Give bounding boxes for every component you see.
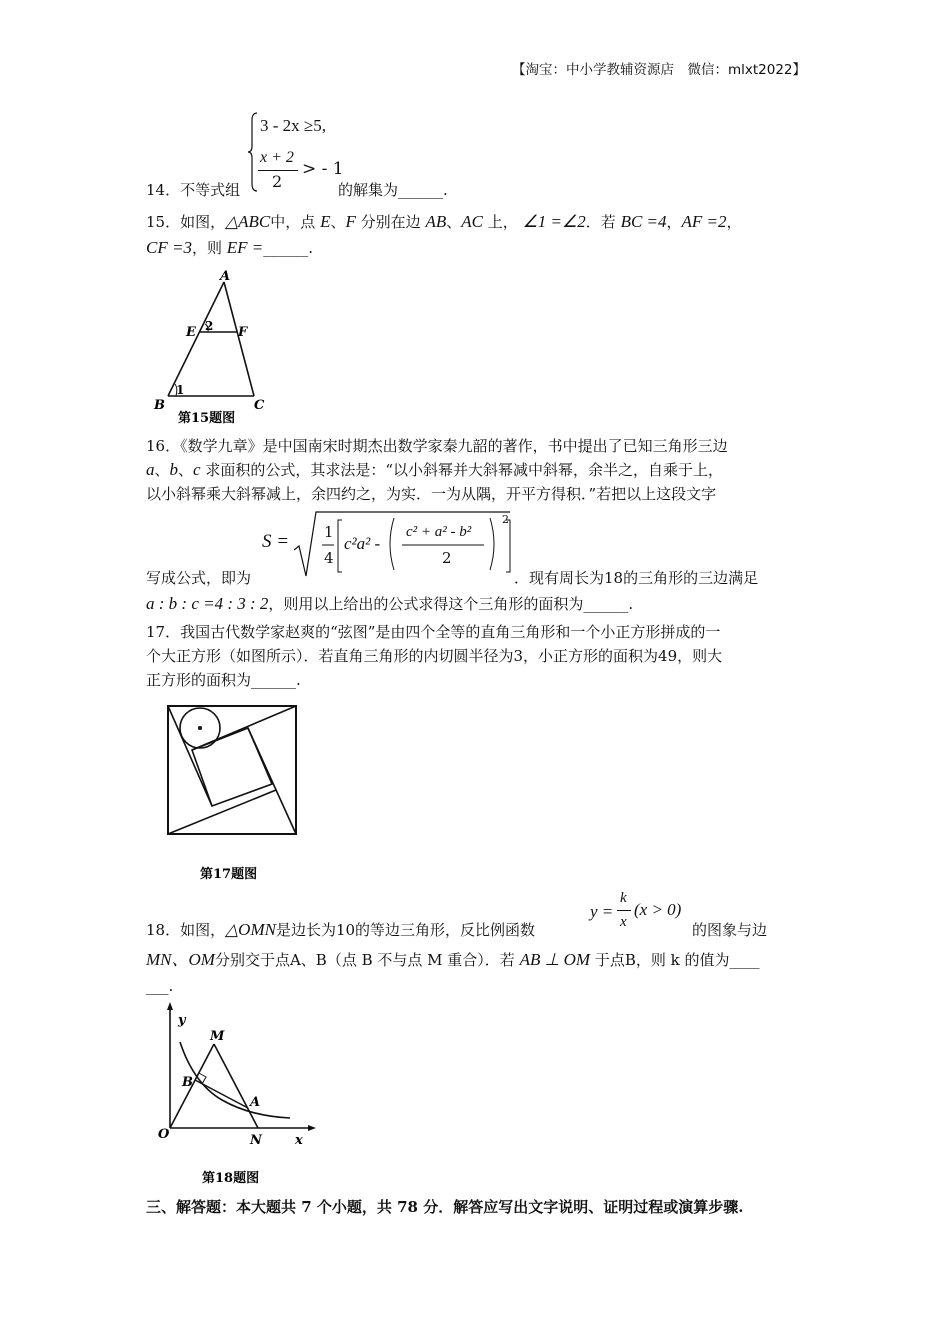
section-3-heading: 三、解答题：本大题共 7 个小题，共 78 分．解答应写出文字说明、证明过程或演算步骤. xyxy=(146,1198,744,1216)
q17-line2: 个大正方形（如图所示）．若直角三角形的内切圆半径为3，小正方形的面积为49，则大 xyxy=(146,647,723,665)
q16-line4-suffix: ．现有周长为18的三角形的三边满足 xyxy=(514,569,759,587)
q17-line3: 正方形的面积为______. xyxy=(146,671,301,689)
q17-hypotenuse-4 xyxy=(168,790,276,834)
sqrt-icon xyxy=(294,510,512,580)
q18-side-mn xyxy=(214,1044,261,1128)
q14-ineq2-numerator: x + 2 xyxy=(260,149,294,166)
q15-label-1: 1 xyxy=(176,383,185,397)
q15-label-2: 2 xyxy=(205,319,214,333)
q15-caption: 第15题图 xyxy=(178,411,236,426)
q18-line2 xyxy=(146,950,760,970)
q16-side-a: a xyxy=(146,460,155,479)
q18-func-bar xyxy=(617,910,631,911)
q16-line4-prefix: 写成公式，即为 xyxy=(146,569,252,587)
q18-text-c: A、B（点 B 不与点 M 重合）．若 xyxy=(289,951,515,969)
q18-y-arrow-icon xyxy=(167,1002,173,1010)
q18-label-o: O xyxy=(158,1127,170,1142)
q18-func-k: k xyxy=(620,890,627,906)
q18-sides: MN、OM xyxy=(146,950,215,969)
q14-ineq1: 3 - 2x ≥5, xyxy=(260,116,326,135)
q14-ineq2-rhs: > - 1 xyxy=(302,159,344,179)
q15-label-a: A xyxy=(220,269,231,284)
q17-figure-zhao-shuang-diagram xyxy=(160,698,310,888)
q18-text-e: B，则 k 的值为____ xyxy=(624,951,760,969)
q17-hypotenuse-1 xyxy=(168,706,212,806)
q16-side-b: b xyxy=(169,460,179,479)
q15-af-value: AF =2 xyxy=(681,212,727,231)
q18-func-condition: (x > 0) xyxy=(634,900,682,919)
q18-x-arrow-icon xyxy=(308,1125,316,1131)
q15-then: ，则 xyxy=(191,239,222,257)
q15-side-ab-line xyxy=(168,282,224,396)
q18-caption: 第18题图 xyxy=(202,1171,260,1186)
q15-side-ab: AB xyxy=(425,212,447,231)
q15-line2 xyxy=(146,238,313,258)
q18-line3: ___. xyxy=(146,977,174,995)
q15-text-c: 分别在边 xyxy=(360,213,421,231)
q18-mid-text: 是边长为10的等边三角形，反比例函数 xyxy=(275,921,536,939)
q15-point-f: F xyxy=(345,212,356,231)
q14-number: 14．不等式组 xyxy=(146,181,241,199)
q18-text-d: 于点 xyxy=(594,951,625,969)
q18-label-y: y xyxy=(178,1013,186,1028)
q18-func-y: y = xyxy=(590,902,614,921)
q16-frac-numerator: 1 xyxy=(324,523,334,541)
q18-line1-suffix: 的图象与边 xyxy=(692,921,768,939)
q15-sep-1: 、 xyxy=(330,213,346,231)
q17-incircle-center xyxy=(198,726,202,730)
q15-triangle-abc: △ABC xyxy=(225,212,271,231)
q15-text-e: ．若 xyxy=(585,213,616,231)
q16-inner-denominator: 2 xyxy=(442,549,452,567)
q18-label-a: A xyxy=(250,1095,261,1110)
q18-text-b: 分别交于点 xyxy=(214,951,290,969)
q15-line1 xyxy=(146,212,742,232)
q17-small-square xyxy=(192,728,272,806)
q18-line1-prefix xyxy=(146,920,535,940)
q18-triangle-omn: △OMN xyxy=(225,920,276,939)
q16-square-exponent: 2 xyxy=(502,513,509,526)
q18-func-x: x xyxy=(620,914,627,930)
q15-figure xyxy=(148,268,278,428)
q16-formula-s: S = xyxy=(262,531,290,552)
q16-c2a2: c²a² - xyxy=(344,534,381,553)
q15-ef-label: EF = xyxy=(226,238,264,257)
q16-line1: 16．《数学九章》是中国南宋时期杰出数学家秦九韶的著作，书中提出了已知三角形三边 xyxy=(146,437,728,455)
q16-inner-numerator: c² + a² - b² xyxy=(406,524,472,540)
q14-fraction-bar xyxy=(258,170,298,171)
q18-label-b: B xyxy=(182,1075,193,1090)
q18-label-m: M xyxy=(210,1029,225,1044)
q15-comma-2: ， xyxy=(726,213,742,231)
q15-cf-value: CF =3 xyxy=(146,238,192,257)
q14-ineq2-denominator: 2 xyxy=(272,172,283,191)
q15-bc-value: BC =4 xyxy=(620,212,667,231)
q18-label-x: x xyxy=(295,1133,303,1148)
q18-perpendicular: AB ⊥ OM xyxy=(519,950,591,969)
q15-answer-blank: ______. xyxy=(263,239,314,257)
q15-text-d: 上， xyxy=(487,213,518,231)
q16-heron-formula xyxy=(262,510,512,580)
q16-ratio: a : b : c =4 : 3 : 2 xyxy=(146,594,269,613)
q16-line5-text: ，则用以上给出的公式求得这个三角形的面积为______. xyxy=(268,595,634,613)
q15-comma-1: ， xyxy=(666,213,682,231)
q16-line2: a、b、c 求面积的公式，其求法是：“以小斜幂并大斜幂减中斜幂，余半之，自乘于上， xyxy=(146,460,724,479)
q18-label-n: N xyxy=(250,1133,262,1148)
q16-frac-denominator: 4 xyxy=(324,549,334,567)
q15-angle-equation: ∠1 =∠2 xyxy=(522,212,586,231)
q15-label-f: F xyxy=(238,325,248,340)
q17-line1: 17．我国古代数学家赵爽的“弦图”是由四个全等的直角三角形和一个小正方形拼成的一 xyxy=(146,623,721,641)
q18-prefix: 18．如图， xyxy=(146,921,226,939)
q15-label-b: B xyxy=(154,398,165,413)
q18-figure xyxy=(150,1000,320,1194)
q16-line2-text: 求面积的公式，其求法是：“以小斜幂并大斜幂减中斜幂，余半之，自乘于上， xyxy=(205,461,724,479)
q15-point-e: E xyxy=(320,212,331,231)
q16-line3: 以小斜幂乘大斜幂减上，余四约之，为实．一为从隅，开平方得积．”若把以上这段文字 xyxy=(146,485,717,503)
q16-line5 xyxy=(146,594,633,614)
brace-icon xyxy=(248,112,258,192)
page-header: 【淘宝：中小学教辅资源店 微信：mlxt2022】 xyxy=(511,62,806,78)
q15-label-e: E xyxy=(186,325,196,340)
q15-text-b: 中，点 xyxy=(270,213,316,231)
q15-text-a: 15．如图， xyxy=(146,213,226,231)
q15-side-ac: AC xyxy=(461,212,483,231)
q17-large-square xyxy=(168,706,296,834)
q17-caption: 第17题图 xyxy=(200,867,258,882)
q15-sep-2: 、 xyxy=(446,213,462,231)
q18-hyperbola-curve xyxy=(180,1042,290,1118)
q15-label-c: C xyxy=(254,398,265,413)
q16-side-c: c xyxy=(193,460,201,479)
q14-suffix: 的解集为______. xyxy=(338,181,448,199)
